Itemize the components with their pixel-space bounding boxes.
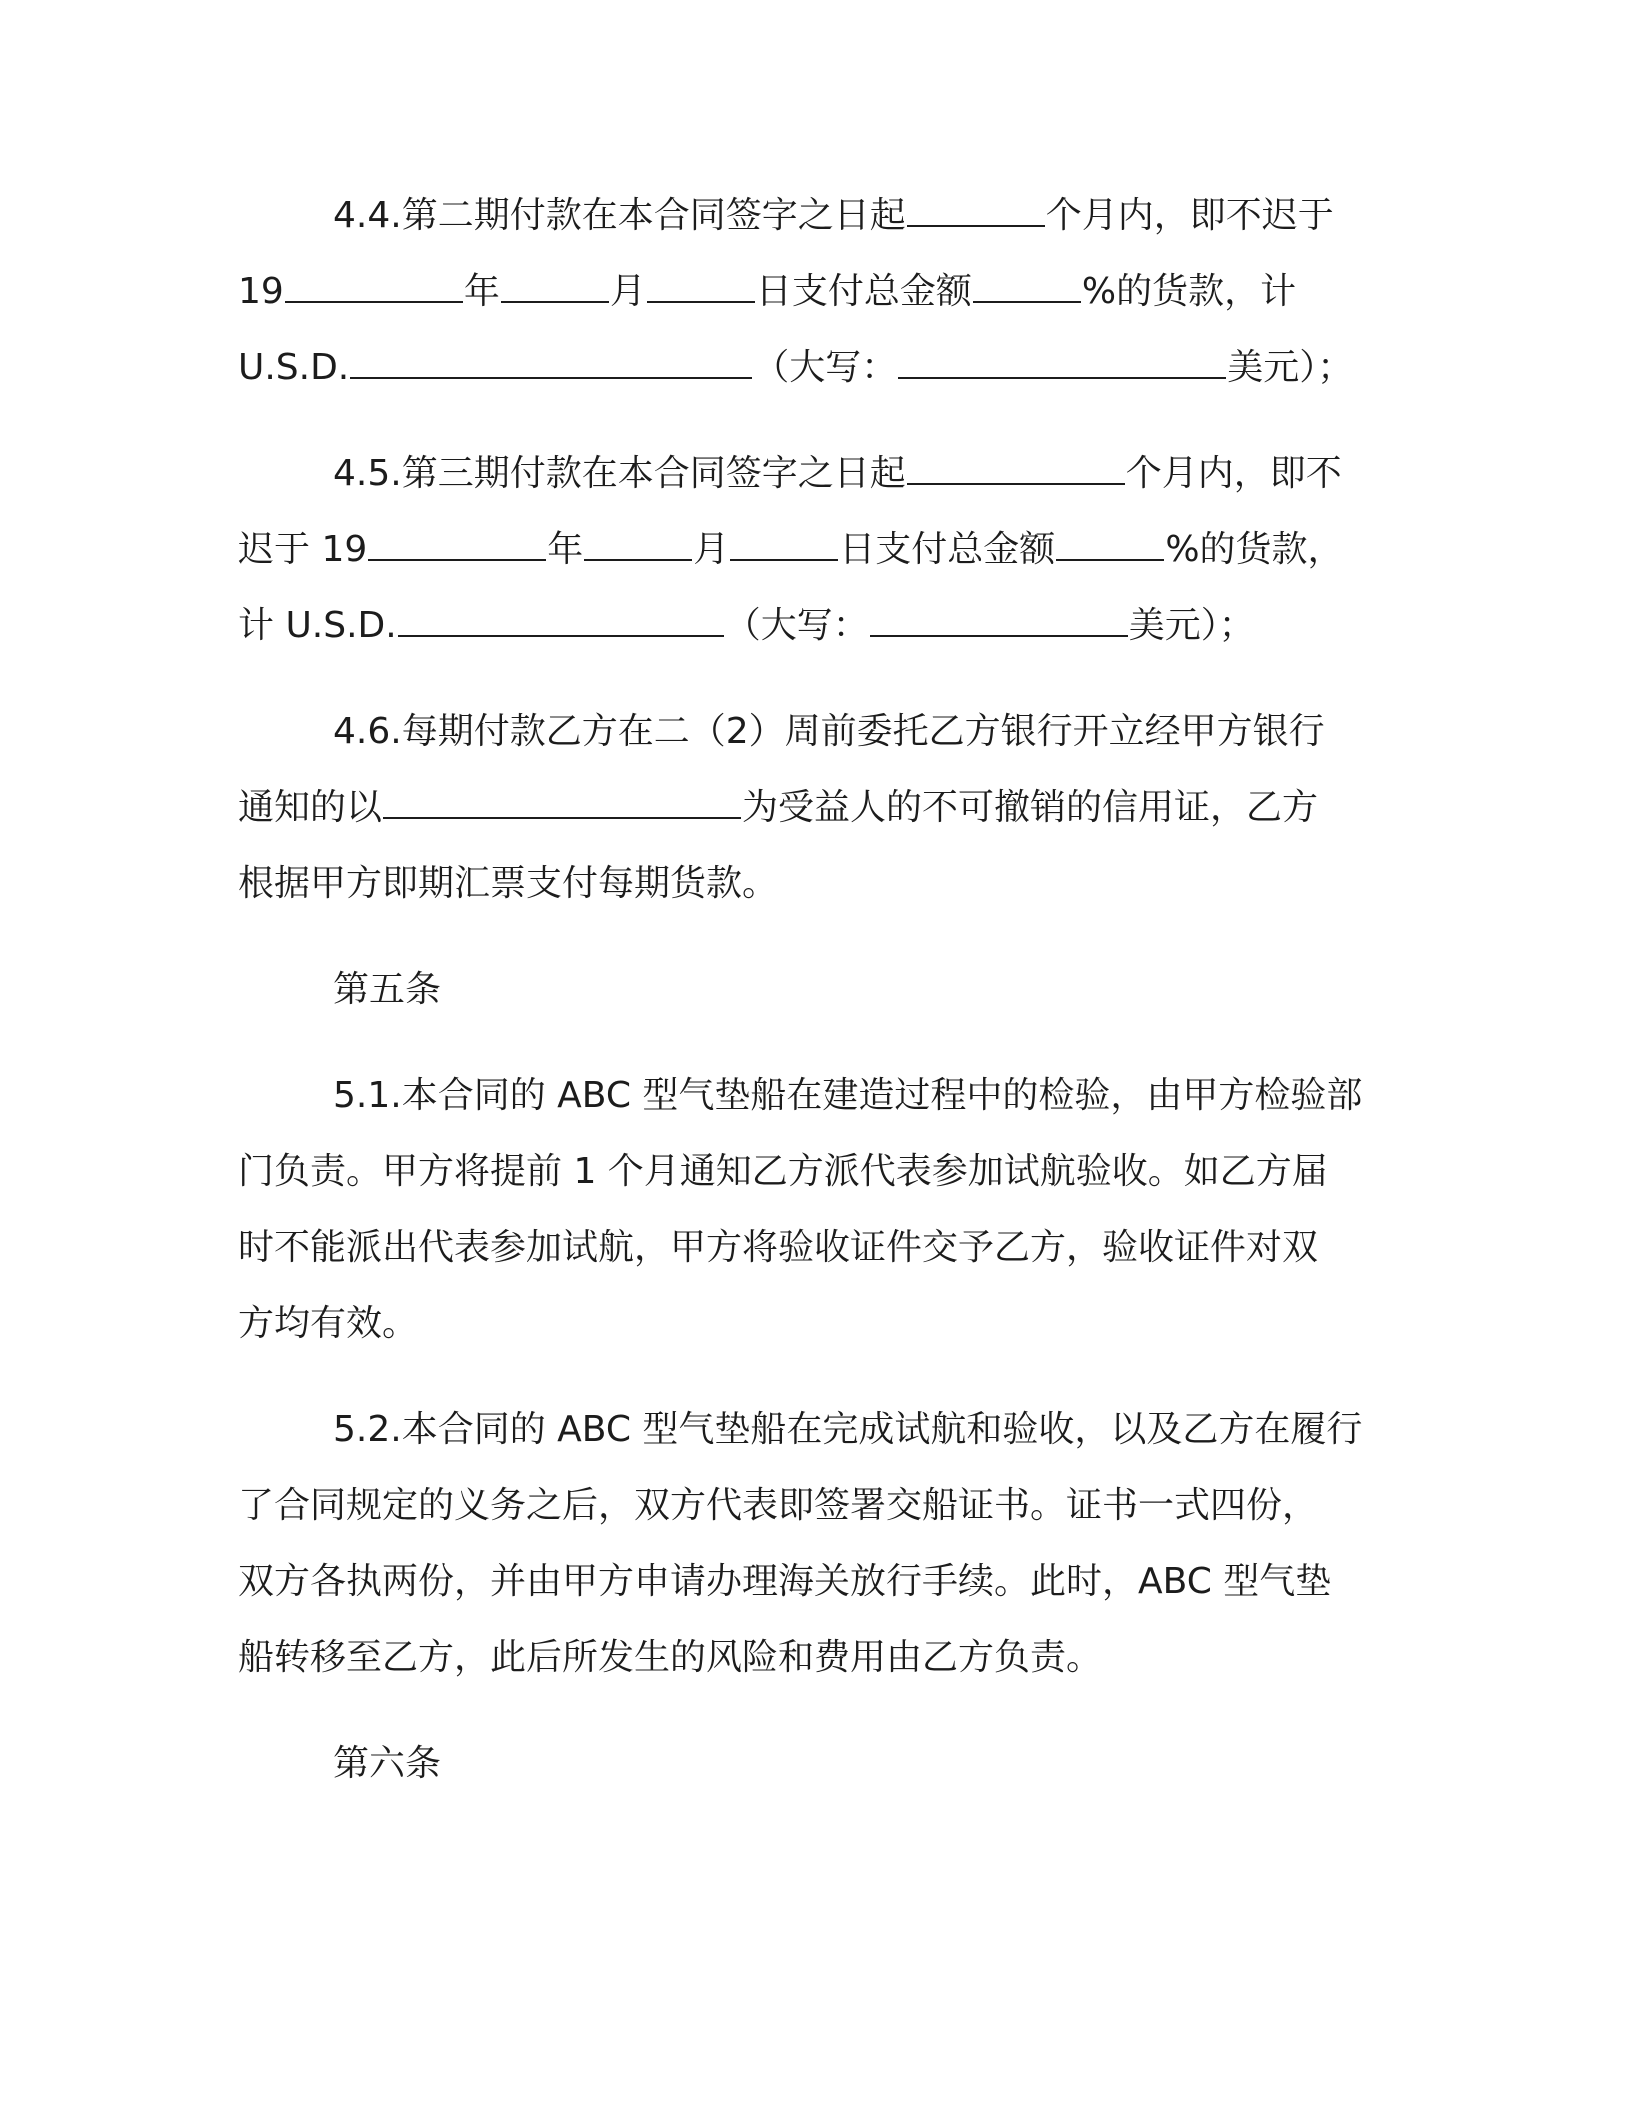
clause-4-5-line-2: 迟于 19 年 月 日支付总金额 %的货款， bbox=[238, 524, 1344, 576]
clause-4-4-line-1: 4.4.第二期付款在本合同签字之日起 个月内，即不迟于 bbox=[333, 190, 1334, 242]
clause-5-1-line-3: 时不能派出代表参加试航，甲方将验收证件交予乙方，验收证件对双 bbox=[238, 1227, 1319, 1268]
clause-4-6-line-1: 4.6.每期付款乙方在二（2）周前委托乙方银行开立经甲方银行 bbox=[333, 711, 1325, 752]
clause-5-2-line-3: 双方各执两份，并由甲方申请办理海关放行手续。此时，ABC 型气垫 bbox=[238, 1561, 1332, 1602]
blank-year[interactable] bbox=[368, 525, 546, 561]
blank-day[interactable] bbox=[647, 267, 755, 303]
blank-usd-amount[interactable] bbox=[350, 343, 752, 379]
clause-4-6-line-3: 根据甲方即期汇票支付每期货款。 bbox=[238, 863, 779, 904]
blank-year[interactable] bbox=[285, 267, 463, 303]
blank-months[interactable] bbox=[907, 449, 1125, 485]
clause-4-4-line-3: U.S.D. （大写： 美元）； bbox=[238, 342, 1353, 394]
blank-percent[interactable] bbox=[973, 267, 1081, 303]
clause-5-1-line-2: 门负责。甲方将提前 1 个月通知乙方派代表参加试航验收。如乙方届 bbox=[238, 1151, 1328, 1192]
article-6-heading: 第六条 bbox=[333, 1743, 442, 1784]
blank-months[interactable] bbox=[907, 191, 1045, 227]
blank-day[interactable] bbox=[730, 525, 838, 561]
clause-4-5-line-1: 4.5.第三期付款在本合同签字之日起 个月内，即不 bbox=[333, 448, 1342, 500]
blank-percent[interactable] bbox=[1056, 525, 1164, 561]
article-5-heading: 第五条 bbox=[333, 969, 442, 1010]
clause-4-4-line-2: 19 年 月 日支付总金额 %的货款，计 bbox=[238, 266, 1296, 318]
clause-5-1-line-1: 5.1.本合同的 ABC 型气垫船在建造过程中的检验，由甲方检验部 bbox=[333, 1075, 1363, 1116]
blank-month[interactable] bbox=[584, 525, 692, 561]
clause-4-6-line-2: 通知的以 为受益人的不可撤销的信用证，乙方 bbox=[238, 782, 1318, 834]
clause-5-1-line-4: 方均有效。 bbox=[238, 1303, 419, 1344]
blank-amount-words[interactable] bbox=[870, 601, 1128, 637]
clause-5-2-line-2: 了合同规定的义务之后，双方代表即签署交船证书。证书一式四份， bbox=[238, 1485, 1319, 1526]
clause-4-5-line-3: 计 U.S.D. （大写： 美元）； bbox=[238, 600, 1255, 652]
clause-5-2-line-4: 船转移至乙方，此后所发生的风险和费用由乙方负责。 bbox=[238, 1637, 1103, 1678]
blank-month[interactable] bbox=[501, 267, 609, 303]
blank-usd-amount[interactable] bbox=[398, 601, 724, 637]
blank-amount-words[interactable] bbox=[898, 343, 1226, 379]
clause-5-2-line-1: 5.2.本合同的 ABC 型气垫船在完成试航和验收，以及乙方在履行 bbox=[333, 1409, 1363, 1450]
blank-beneficiary[interactable] bbox=[383, 783, 741, 819]
